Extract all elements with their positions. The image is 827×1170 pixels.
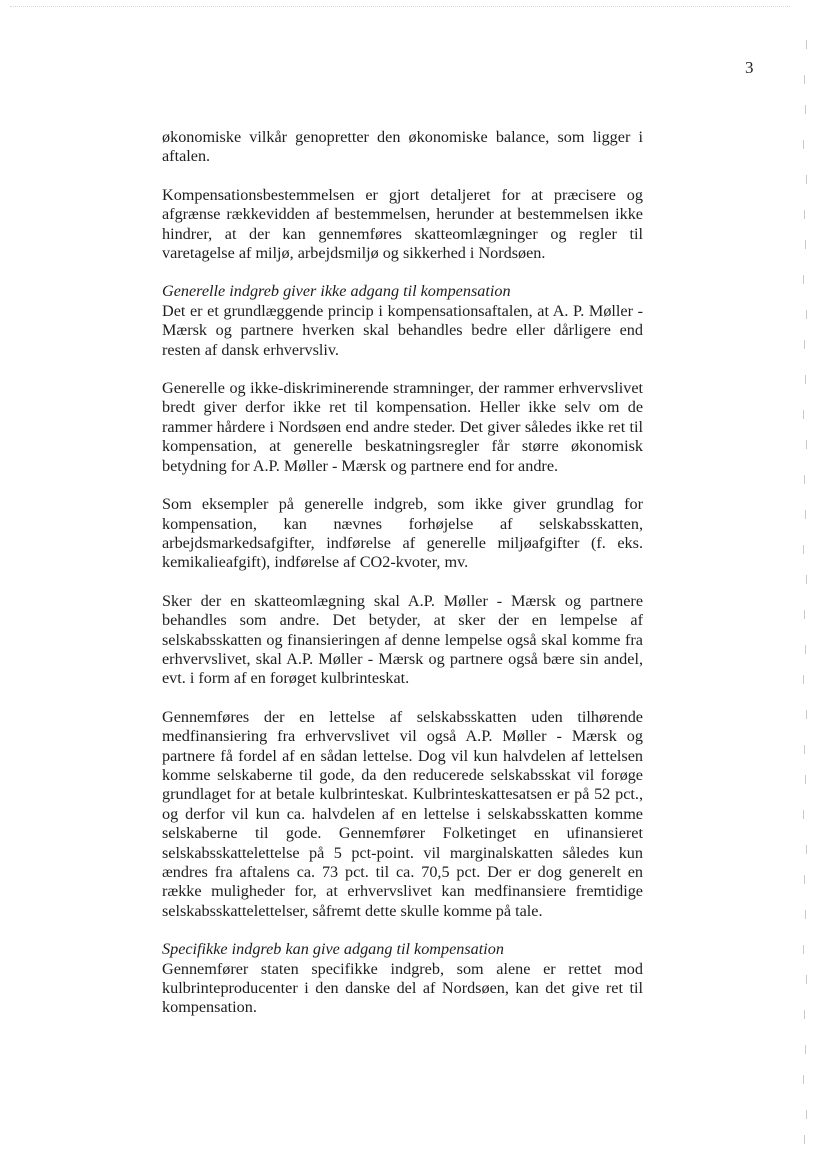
section-heading: Specifikke indgreb kan give adgang til kompensation (162, 940, 504, 959)
page-number: 3 (745, 58, 754, 77)
section-heading: Generelle indgreb giver ikke adgang til kompensation (162, 282, 511, 301)
paragraph: Kompensationsbestemmelsen er gjort detaljeret for at præcisere og afgrænse rækkevidden af bestemmelsen, herunder at bestemmelsen ikke hindrer, at der kan gennemføres skatteomlægninger og regler til varetagelse af miljø, arbejdsmiljø og sikkerhed i Nordsøen. (162, 185, 643, 263)
document-body (162, 128, 643, 1037)
paragraph: økonomiske vilkår genopretter den økonomiske balance, som ligger i aftalen. (162, 128, 643, 166)
paragraph: Gennemfører staten specifikke indgreb, som alene er rettet mod kulbrinteproducenter i den danske del af Nordsøen, kan det give ret til kompensation. (162, 959, 643, 1017)
paragraph: Generelle og ikke-diskriminerende stramninger, der rammer erhvervslivet bredt giver derfor ikke ret til kompensation. Heller ikke selv om de rammer hårdere i Nordsøen end andre steder. Det giver således ikke ret til kompensation, at generelle beskatningsregler får større økonomisk betydning for A.P. Møller - Mærsk og partnere end for andre. (162, 379, 643, 475)
paragraph: Som eksempler på generelle indgreb, som ikke giver grundlag for kompensation, kan nævnes forhøjelse af selskabsskatten, arbejdsmarkedsafgifter, indførelse af generelle miljøafgifter (f. eks. kemikalieafgift), indførelse af CO2-kvoter, mv. (162, 495, 643, 572)
paragraph: Sker der en skatteomlægning skal A.P. Møller - Mærsk og partnere behandles som andre. Det betyder, at sker der en lempelse af selskabsskatten og finansieringen af denne lempelse også skal komme fra erhvervslivet, skal A.P. Møller - Mærsk og partnere også bære sin andel, evt. i form af en forøget kulbrinteskat. (162, 591, 643, 688)
scan-artifact-top (10, 6, 790, 9)
paragraph: Gennemføres der en lettelse af selskabsskatten uden tilhørende medfinansiering fra erhvervslivet vil også A.P. Møller - Mærsk og partnere få fordel af en sådan lettelse. Dog vil kun halvdelen af lettelsen komme selskaberne til gode, da den reducerede selskabsskat vil forøge grundlaget for at betale kulbrinteskat. Kulbrinteskattesatsen er på 52 pct., og derfor vil kun ca. halvdelen af en lettelse i selskabsskatten komme selskaberne til gode. Gennemfører Folketinget en ufinansieret selskabsskattelettelse på 5 pct-point. vil marginalskatten således kun ændres fra aftalens ca. 73 pct. til ca. 70,5 pct. Der er dog generelt en række muligheder for, at erhvervslivet kan medfinansiere fremtidige selskabsskattelettelser, såfremt dette skulle komme på tale. (162, 707, 643, 920)
scan-margin-marks (800, 30, 820, 1150)
paragraph: Det er et grundlæggende princip i kompensationsaftalen, at A. P. Møller - Mærsk og partnere hverken skal behandles bedre eller dårligere end resten af dansk erhvervsliv. (162, 301, 643, 359)
